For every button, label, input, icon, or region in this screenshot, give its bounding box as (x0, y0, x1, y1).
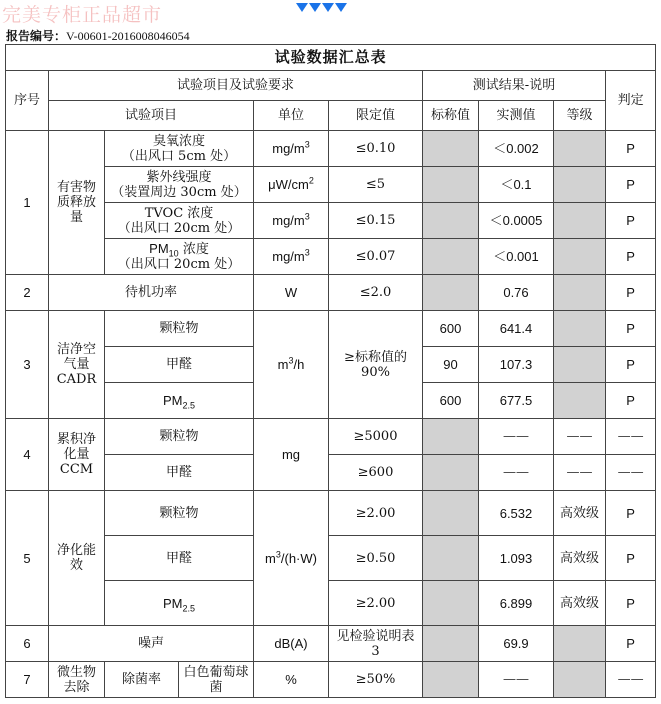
nominal-cell (423, 662, 479, 698)
limit-cell: ≥0.50 (329, 536, 423, 581)
header-judge: 判定 (606, 71, 656, 131)
judge-cell: —— (606, 419, 656, 455)
judge-cell: P (606, 311, 656, 347)
unit-cell: % (254, 662, 329, 698)
judge-cell: P (606, 167, 656, 203)
item-note: （出风口 20cm 处） (117, 220, 241, 236)
group-efficiency: 净化能效 (49, 491, 105, 626)
judge-cell: —— (606, 662, 656, 698)
seq-cell: 3 (6, 311, 49, 419)
grade-cell: —— (554, 455, 606, 491)
unit-base: m (265, 550, 276, 566)
item-name: 紫外线强度 (146, 169, 212, 185)
grade-cell (554, 347, 606, 383)
grade-cell (554, 275, 606, 311)
table-row (6, 275, 656, 311)
unit-cell (254, 167, 329, 203)
table-row (6, 131, 656, 167)
item-name-tail: 浓度 (178, 242, 209, 257)
judge-cell: P (606, 131, 656, 167)
seq-cell: 5 (6, 491, 49, 626)
item-note: （装置周边 30cm 处） (111, 184, 247, 200)
unit-cell (254, 203, 329, 239)
nominal-cell (423, 581, 479, 626)
header-limit: 限定值 (329, 101, 423, 131)
measured-cell: —— (479, 455, 554, 491)
header-unit: 单位 (254, 101, 329, 131)
measured-cell: 0.76 (479, 275, 554, 311)
unit-cell: mg (254, 419, 329, 491)
grade-cell (554, 662, 606, 698)
item-tvoc (105, 203, 254, 239)
item-name-base: PM (149, 241, 169, 256)
measured-cell: ＜0.002 (479, 131, 554, 167)
table-row (6, 491, 656, 536)
item-particle: 颗粒物 (105, 311, 254, 347)
group-microbe: 微生物去除 (49, 662, 105, 698)
item-particle: 颗粒物 (105, 491, 254, 536)
nominal-cell: 600 (423, 383, 479, 419)
item-sterilization: 除菌率 (105, 662, 179, 698)
grade-cell: —— (554, 419, 606, 455)
grade-cell: 高效级 (554, 581, 606, 626)
grade-cell (554, 311, 606, 347)
dropdown-indicator-icon[interactable] (296, 3, 347, 12)
unit-cell: dB(A) (254, 626, 329, 662)
unit-cell: W (254, 275, 329, 311)
nominal-cell (423, 131, 479, 167)
unit-sup: 3 (304, 211, 310, 222)
item-name: 臭氧浓度 (152, 133, 205, 149)
item-note: （出风口 5cm 处） (121, 148, 237, 164)
unit-base: m (277, 357, 289, 372)
grade-cell (554, 239, 606, 275)
measured-cell: ＜0.1 (479, 167, 554, 203)
table-row (6, 419, 656, 455)
nominal-cell (423, 419, 479, 455)
unit-cell (254, 239, 329, 275)
item-formaldehyde: 甲醛 (105, 455, 254, 491)
nominal-cell (423, 203, 479, 239)
table-title: 试验数据汇总表 (6, 45, 656, 71)
unit-sup: 3 (304, 247, 310, 258)
grade-cell (554, 383, 606, 419)
limit-cell: ≤2.0 (329, 275, 423, 311)
unit-sup: 3 (275, 549, 281, 560)
limit-cell: 见检验说明表 3 (329, 626, 423, 662)
limit-cell: ≥5000 (329, 419, 423, 455)
grade-cell (554, 203, 606, 239)
grade-cell: 高效级 (554, 536, 606, 581)
nominal-cell (423, 626, 479, 662)
header-item: 试验项目 (49, 101, 254, 131)
measured-cell: 641.4 (479, 311, 554, 347)
nominal-cell (423, 536, 479, 581)
grade-cell: 高效级 (554, 491, 606, 536)
item-uv (105, 167, 254, 203)
unit-sup: 3 (304, 139, 310, 150)
unit-cell (254, 311, 329, 419)
nominal-cell (423, 167, 479, 203)
limit-cell: ≥标称值的 90% (329, 311, 423, 419)
unit-base: mg/m (272, 213, 305, 228)
item-noise: 噪声 (49, 626, 254, 662)
nominal-cell (423, 491, 479, 536)
header-measured: 实测值 (479, 101, 554, 131)
measured-cell: 677.5 (479, 383, 554, 419)
item-pm25 (105, 581, 254, 626)
measured-cell: —— (479, 419, 554, 455)
measured-cell: 69.9 (479, 626, 554, 662)
judge-cell: P (606, 491, 656, 536)
seq-cell: 4 (6, 419, 49, 491)
unit-tail: /h (293, 357, 305, 372)
nominal-cell: 90 (423, 347, 479, 383)
header-results-group: 测试结果-说明 (423, 71, 606, 101)
item-formaldehyde: 甲醛 (105, 536, 254, 581)
nominal-cell (423, 455, 479, 491)
report-number-label: 报告编号： (6, 29, 67, 43)
header-items-group: 试验项目及试验要求 (49, 71, 423, 101)
summary-table (5, 44, 656, 698)
limit-cell: ≤0.07 (329, 239, 423, 275)
group-ccm: 累积净化量 CCM (49, 419, 105, 491)
unit-sup: 2 (308, 175, 314, 186)
limit-cell: ≥2.00 (329, 491, 423, 536)
table-row (6, 662, 656, 698)
measured-cell: ＜0.0005 (479, 203, 554, 239)
limit-cell: ≤0.15 (329, 203, 423, 239)
header-seq: 序号 (6, 71, 49, 131)
item-formaldehyde: 甲醛 (105, 347, 254, 383)
judge-cell: —— (606, 455, 656, 491)
item-pm25 (105, 383, 254, 419)
table-row (6, 626, 656, 662)
unit-base: mg/m (272, 249, 305, 264)
judge-cell: P (606, 347, 656, 383)
nominal-cell: 600 (423, 311, 479, 347)
limit-cell: ≥600 (329, 455, 423, 491)
measured-cell: ＜0.001 (479, 239, 554, 275)
unit-sup: 3 (288, 355, 294, 366)
measured-cell: 6.899 (479, 581, 554, 626)
unit-base: mg/m (272, 141, 305, 156)
limit-cell: ≤0.10 (329, 131, 423, 167)
measured-cell: 6.532 (479, 491, 554, 536)
unit-cell (254, 491, 329, 626)
judge-cell: P (606, 626, 656, 662)
seq-cell: 6 (6, 626, 49, 662)
item-note: （出风口 20cm 处） (117, 257, 241, 272)
item-name-sub: 10 (168, 248, 179, 259)
nominal-cell (423, 275, 479, 311)
report-number-value: V-00601-2016008046054 (66, 29, 190, 43)
item-pm10 (105, 239, 254, 275)
item-name-sub: 2.5 (182, 603, 195, 614)
table-row (6, 311, 656, 347)
limit-cell: ≥2.00 (329, 581, 423, 626)
seq-cell: 1 (6, 131, 49, 275)
unit-cell (254, 131, 329, 167)
grade-cell (554, 131, 606, 167)
nominal-cell (423, 239, 479, 275)
judge-cell: P (606, 383, 656, 419)
limit-cell: ≥50% (329, 662, 423, 698)
item-ozone (105, 131, 254, 167)
item-particle: 颗粒物 (105, 419, 254, 455)
judge-cell: P (606, 536, 656, 581)
report-number (6, 27, 190, 44)
judge-cell: P (606, 203, 656, 239)
item-name-sub: 2.5 (182, 400, 195, 411)
item-staphylococcus: 白色葡萄球菌 (179, 662, 254, 698)
unit-tail: /(h·W) (280, 550, 317, 566)
seq-cell: 7 (6, 662, 49, 698)
measured-cell: 107.3 (479, 347, 554, 383)
group-harmful: 有害物质释放量 (49, 131, 105, 275)
measured-cell: 1.093 (479, 536, 554, 581)
watermark-text: 完美专柜正品超市 (2, 4, 163, 26)
item-name-base: PM (162, 393, 183, 408)
item-name-base: PM (162, 595, 183, 611)
item-standby-power: 待机功率 (49, 275, 254, 311)
item-name: TVOC 浓度 (144, 205, 214, 221)
limit-cell: ≤5 (329, 167, 423, 203)
seq-cell: 2 (6, 275, 49, 311)
item-name (107, 241, 251, 257)
grade-cell (554, 626, 606, 662)
group-cadr: 洁净空气量 CADR (49, 311, 105, 419)
measured-cell: —— (479, 662, 554, 698)
judge-cell: P (606, 275, 656, 311)
judge-cell: P (606, 239, 656, 275)
header-nominal: 标称值 (423, 101, 479, 131)
judge-cell: P (606, 581, 656, 626)
header-grade: 等级 (554, 101, 606, 131)
unit-base: μW/cm (268, 177, 309, 192)
grade-cell (554, 167, 606, 203)
